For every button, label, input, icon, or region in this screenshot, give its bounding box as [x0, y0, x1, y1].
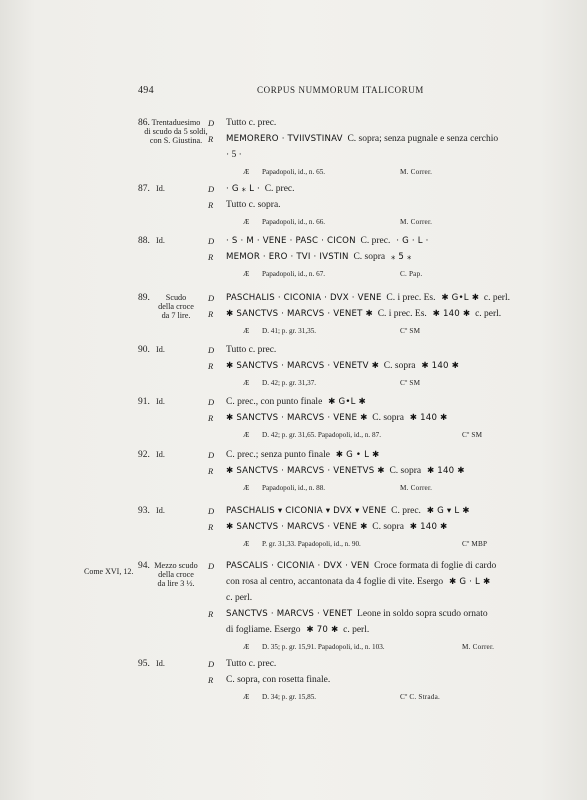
description-line: da 7 lire. — [161, 311, 191, 321]
obverse-mark: D — [208, 118, 215, 128]
plain-text: con rosa al centro, accantonata da 4 foglie di vite. Esergo — [226, 577, 444, 587]
mark-text: · G · L · — [390, 236, 429, 246]
description-line: di scudo da 5 soldi, — [144, 127, 208, 137]
description-text — [226, 200, 281, 210]
metal-mark: Æ — [243, 484, 250, 492]
mark-text: ✱ 70 ✱ — [300, 625, 339, 635]
reverse-mark: R — [208, 200, 214, 210]
description-text — [226, 236, 429, 246]
reference-text: D. 34; p. gr. 15,85. — [262, 693, 317, 701]
plain-text: C. i prec. Es. — [372, 309, 427, 319]
reference-text: D. 35; p. gr. 15,91. Papadopoli, id., n. 103. — [262, 643, 385, 651]
legend-text: PASCHALIS ▾ CICONIA ▾ DVX ▾ VENE — [226, 506, 387, 516]
reference-text: D. 42; p. gr. 31,37. — [262, 379, 317, 387]
plain-text: C. sopra, con rosetta finale. — [226, 675, 331, 685]
margin-note: Come XVI, 12. — [84, 567, 134, 576]
collection-text: Cº SM — [400, 379, 421, 387]
description-line: Scudo — [165, 293, 187, 302]
description-text — [226, 345, 276, 355]
collection-text: M. Correr. — [400, 218, 433, 226]
mark-text: ✱ 140 ✱ — [403, 413, 448, 423]
description-text — [226, 659, 276, 669]
plain-text: C. sopra — [348, 252, 386, 262]
legend-text: · G ⁎ L · — [226, 184, 260, 194]
reference-text: D. 41; p. gr. 31,35. — [262, 327, 317, 335]
obverse-mark: D — [208, 506, 215, 516]
mark-text: ✱ G•L ✱ — [435, 293, 480, 303]
description-text — [226, 593, 252, 603]
description-text — [226, 361, 459, 371]
description-text — [226, 625, 369, 635]
description-line: Id. — [156, 659, 165, 668]
description-text — [226, 293, 510, 303]
collection-text: M. Correr. — [400, 484, 433, 492]
metal-mark: Æ — [243, 168, 250, 176]
mark-text: ✱ G • L ✱ — [329, 450, 380, 460]
mark-text: ✱ 140 ✱ — [426, 309, 471, 319]
page-number: 494 — [138, 85, 154, 96]
description-line: Id. — [156, 345, 165, 354]
metal-mark: Æ — [243, 540, 250, 548]
description-text — [226, 466, 465, 476]
legend-text: · S · M · VENE · PASC · CICON — [226, 236, 356, 246]
description-text — [226, 252, 412, 262]
obverse-mark: D — [208, 659, 215, 669]
description-text — [226, 675, 330, 685]
description-text — [226, 150, 242, 160]
entry-number: 95. — [138, 659, 150, 669]
reference-text: Papadopoli, id., n. 65. — [262, 168, 326, 176]
description-text — [226, 577, 490, 587]
collection-text: Cº C. Strada. — [400, 693, 440, 701]
description-text — [226, 118, 276, 128]
mark-text: ✱ 140 ✱ — [403, 522, 448, 532]
entry-number: 92. — [138, 450, 150, 460]
metal-mark: Æ — [243, 327, 250, 335]
collection-text: Cº SM — [400, 327, 421, 335]
plain-text: Tutto c. prec. — [226, 118, 277, 128]
reference-text: P. gr. 31,33. Papadopoli, id., n. 90. — [262, 540, 361, 548]
entry-description — [134, 561, 218, 588]
reverse-mark: R — [208, 361, 214, 371]
obverse-mark: D — [208, 345, 215, 355]
plain-text: C. sopra — [367, 413, 404, 423]
reverse-mark: R — [208, 522, 214, 532]
collection-text: M. Correr. — [462, 643, 495, 651]
legend-text: MEMORERO · TVIIVSTINAV — [226, 134, 343, 144]
entry-number: 89. — [138, 293, 150, 303]
legend-text: ✱ SANCTVS · MARCVS · VENETV ✱ — [226, 361, 380, 371]
reference-text: Papadopoli, id., n. 88. — [262, 484, 326, 492]
entry-number: 91. — [138, 397, 150, 407]
obverse-mark: D — [208, 236, 215, 246]
plain-text: Croce formata di foglie di cardo — [369, 561, 497, 571]
reverse-mark: R — [208, 413, 214, 423]
plain-text: Tutto c. sopra. — [226, 200, 281, 210]
description-line: Id. — [156, 184, 165, 193]
reverse-mark: R — [208, 252, 214, 262]
plain-text: c. perl. — [479, 293, 510, 303]
plain-text: C. i prec. Es. — [381, 293, 436, 303]
entry-number: 90. — [138, 345, 150, 355]
obverse-mark: D — [208, 561, 215, 571]
description-line: con S. Giustina. — [149, 136, 203, 146]
reverse-mark: R — [208, 466, 214, 476]
description-text — [226, 413, 447, 423]
description-text — [226, 184, 295, 194]
metal-mark: Æ — [243, 693, 250, 701]
legend-text: PASCALIS · CICONIA · DVX · VEN — [226, 561, 370, 571]
entry-number: 87. — [138, 184, 150, 194]
plain-text: Tutto c. prec. — [226, 659, 277, 669]
metal-mark: Æ — [243, 218, 250, 226]
plain-text: C. prec., con punto finale — [226, 397, 323, 407]
description-text — [226, 561, 496, 571]
collection-text: M. Correr. — [400, 168, 433, 176]
legend-text: ✱ SANCTVS · MARCVS · VENET ✱ — [226, 309, 373, 319]
entry-number: 94. — [138, 561, 150, 571]
entry-description — [134, 293, 218, 320]
plain-text: · 5 · — [226, 150, 242, 160]
legend-text: PASCHALIS · CICONIA · DVX · VENE — [226, 293, 382, 303]
metal-mark: Æ — [243, 643, 250, 651]
description-line: della croce — [158, 302, 194, 312]
plain-text: C. prec. — [386, 506, 421, 516]
plain-text: c. perl. — [470, 309, 502, 319]
reference-text: Papadopoli, id., n. 67. — [262, 270, 326, 278]
collection-text: C. Pap. — [400, 270, 423, 278]
obverse-mark: D — [208, 397, 215, 407]
collection-text: Cº MBP — [462, 540, 488, 548]
description-line: Id. — [156, 397, 165, 406]
description-text — [226, 309, 501, 319]
plain-text: c. perl. — [338, 625, 370, 635]
legend-text: MEMOR · ERO · TVI · IVSTIN — [226, 252, 349, 262]
plain-text: Tutto c. prec. — [226, 345, 277, 355]
description-line: Id. — [156, 450, 165, 459]
plain-text: di fogliame. Esergo — [226, 625, 301, 635]
mark-text: ✱ 140 ✱ — [415, 361, 459, 371]
description-text — [226, 397, 366, 407]
entry-number: 93. — [138, 506, 150, 516]
plain-text: C. prec. — [259, 184, 295, 194]
mark-text: ✱ 140 ✱ — [421, 466, 465, 476]
mark-text: ⁎ 5 ⁎ — [385, 252, 412, 262]
plain-text: C. sopra — [384, 466, 422, 476]
description-text — [226, 609, 488, 619]
obverse-mark: D — [208, 293, 215, 303]
description-line: Trentaduesimo — [151, 118, 201, 127]
obverse-mark: D — [208, 450, 215, 460]
legend-text: ✱ SANCTVS · MARCVS · VENE ✱ — [226, 522, 368, 532]
metal-mark: Æ — [243, 431, 250, 439]
mark-text: ✱ G · L ✱ — [443, 577, 491, 587]
reverse-mark: R — [208, 675, 214, 685]
reference-text: D. 42; p. gr. 31,65. Papadopoli, id., n. 87. — [262, 431, 381, 439]
description-text — [226, 506, 470, 516]
legend-text: ✱ SANCTVS · MARCVS · VENE ✱ — [226, 413, 368, 423]
legend-text: SANCTVS · MARCVS · VENET — [226, 609, 353, 619]
mark-text: ✱ G ▾ L ✱ — [420, 506, 470, 516]
running-title: CORPUS NUMMORUM ITALICORUM — [257, 85, 424, 95]
plain-text: c. perl. — [226, 593, 253, 603]
entry-description — [134, 118, 218, 145]
metal-mark: Æ — [243, 379, 250, 387]
entry-number: 86. — [138, 118, 150, 128]
plain-text: Leone in soldo sopra scudo ornato — [352, 609, 488, 619]
mark-text: ✱ G•L ✱ — [322, 397, 366, 407]
plain-text: C. sopra — [367, 522, 404, 532]
description-line: Id. — [156, 236, 165, 245]
plain-text: C. sopra — [379, 361, 416, 371]
obverse-mark: D — [208, 184, 215, 194]
description-line: della croce — [158, 570, 194, 580]
metal-mark: Æ — [243, 270, 250, 278]
description-line: Mezzo scudo — [154, 561, 198, 570]
plain-text: C. prec. — [355, 236, 391, 246]
description-text — [226, 450, 379, 460]
description-text — [226, 522, 447, 532]
legend-text: ✱ SANCTVS · MARCVS · VENETVS ✱ — [226, 466, 385, 476]
reverse-mark: R — [208, 309, 214, 319]
reverse-mark: R — [208, 609, 214, 619]
collection-text: Cº SM — [462, 431, 483, 439]
reverse-mark: R — [208, 134, 214, 144]
plain-text: C. sopra; senza pugnale e senza cerchio — [342, 134, 499, 144]
plain-text: C. prec.; senza punto finale — [226, 450, 330, 460]
reference-text: Papadopoli, id., n. 66. — [262, 218, 326, 226]
description-text — [226, 134, 498, 144]
description-line: Id. — [156, 506, 165, 515]
entry-number: 88. — [138, 236, 150, 246]
description-line: da lire 3 ½. — [157, 579, 195, 589]
